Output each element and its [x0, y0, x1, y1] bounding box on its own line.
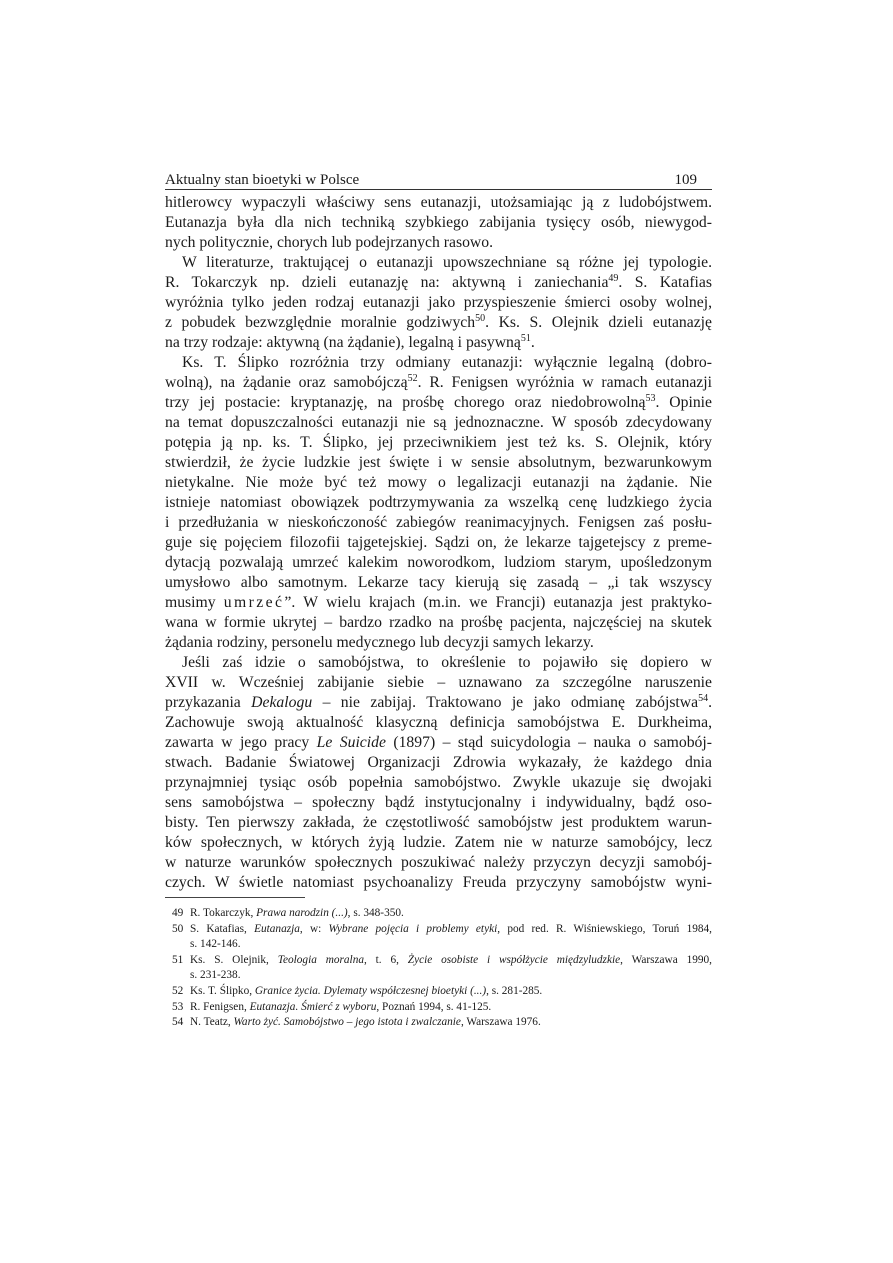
footnote-line — [190, 1015, 712, 1031]
body-text — [165, 193, 712, 893]
footnote — [165, 1015, 712, 1031]
text-run: wolną), na żądanie oraz samobójczą — [165, 374, 408, 391]
text-run: . — [708, 694, 712, 711]
paragraph — [165, 193, 712, 253]
italic-title: Życie osobiste i współżycie międzyludzkie — [407, 953, 621, 966]
text-run: trzy jej postacie: kryptanazję, na prośbę chorego oraz niedobrowolną — [165, 394, 646, 411]
text-run: musimy — [165, 594, 224, 611]
text-run: na temat dopuszczalności eutanazji nie są jednoznaczne. W sposób zdecydowany — [165, 414, 712, 431]
text-run: czych. W świetle natomiast psychoanalizy Freuda przyczyny samobójstw wyni- — [165, 874, 712, 891]
text-line — [165, 813, 712, 833]
text-line — [165, 453, 712, 473]
text-run: sens samobójstwa – społeczny bądź instytucjonalny i indywidualny, bądź oso- — [165, 794, 712, 811]
text-line — [165, 693, 712, 713]
text-line — [165, 513, 712, 533]
text-run: zawarta w jego pracy — [165, 734, 317, 751]
text-run: Zachowuje swoją aktualność klasyczną definicja samobójstwa E. Durkheima, — [165, 714, 712, 731]
text-line — [165, 653, 712, 673]
paragraph — [165, 353, 712, 653]
text-line — [165, 593, 712, 613]
footnote-number: 54 — [172, 1016, 184, 1029]
footnote — [165, 953, 712, 984]
text-line — [165, 493, 712, 513]
italic-title: Teologia moralna — [277, 953, 364, 966]
footnote-line — [190, 984, 712, 1000]
text-run: stwierdził, że życie ludzkie jest święte i w sensie absolutnym, bezwarunkowym — [165, 454, 712, 471]
text-run: s. 142-146. — [190, 938, 241, 951]
text-run: przynajmniej tysiąc osób popełnia samobójstwo. Zwykle ukazuje się dwojaki — [165, 774, 712, 791]
text-run: żądania rodziny, personelu medycznego lub decyzji samych lekarzy. — [165, 634, 594, 651]
text-line — [165, 773, 712, 793]
text-run: wana w formie ukrytej – bardzo rzadko na prośbę pacjenta, najczęściej na skutek — [165, 614, 712, 631]
text-run: Ks. T. Ślipko rozróżnia trzy odmiany eutanazji: wyłącznie legalną (dobro- — [182, 354, 712, 371]
text-line — [165, 293, 712, 313]
text-run: i przedłużania w nieskończoność zabiegów reanimacyjnych. Fenigsen zaś posłu- — [165, 514, 712, 531]
text-run: hitlerowcy wypaczyli właściwy sens eutanazji, utożsamiając ją z ludobójstwem. — [165, 194, 712, 211]
text-run: . Opinie — [655, 394, 712, 411]
text-run: s. 231-238. — [190, 969, 241, 982]
text-run: Ks. T. Ślipko, — [190, 984, 255, 997]
text-line — [165, 673, 712, 693]
text-run: istnieje natomiast obowiązek podtrzymywania za wszelką cenę ludzkiego życia — [165, 494, 712, 511]
text-run: Ks. S. Olejnik, — [190, 953, 278, 966]
footnote-number: 49 — [172, 907, 184, 919]
text-run: . R. Fenigsen wyróżnia w ramach eutanazji — [417, 374, 712, 391]
text-line — [165, 393, 712, 413]
text-run: (1897) – stąd suicydologia – nauka o samobój- — [385, 734, 712, 751]
text-line — [165, 353, 712, 373]
footnote-line — [190, 1000, 712, 1016]
footnote-reference: 53 — [645, 393, 656, 404]
footnote-line — [190, 922, 712, 938]
text-line — [165, 373, 712, 393]
footnote — [165, 922, 712, 953]
text-run: nietykalne. Nie może być też mowy o legalizacji eutanazji na żądanie. Nie — [165, 474, 712, 491]
spaced-emphasis: umrzeć — [223, 594, 285, 611]
footnote-line — [190, 906, 712, 922]
italic-title: Dekalogu — [251, 694, 313, 711]
italic-title: Warto żyć. Samobójstwo – jego istota i zwalczanie — [233, 1016, 461, 1029]
text-run: S. Katafias, — [190, 922, 255, 935]
text-run: wyróżnia tylko jeden rodzaj eutanazji jako przyspieszenie śmierci osoby wolnej, — [165, 294, 712, 311]
text-run: XVII w. Wcześniej zabijanie siebie – uznawano za szczególne naruszenie — [165, 674, 712, 691]
text-run: ków społecznych, w których żyją ludzie. Zatem nie w naturze samobójcy, lecz — [165, 834, 712, 851]
text-line — [165, 633, 712, 653]
text-line — [165, 273, 712, 293]
footnote-reference: 52 — [407, 373, 418, 384]
text-run: . — [530, 334, 535, 351]
text-line — [165, 313, 712, 333]
text-run: Jeśli zaś idzie o samobójstwa, to określenie to pojawiło się dopiero w — [182, 654, 712, 671]
footnote — [165, 984, 712, 1000]
text-line — [165, 853, 712, 873]
footnote-number: 52 — [172, 984, 184, 997]
text-run: , pod red. R. Wiśniewskiego, Toruń 1984, — [497, 922, 712, 935]
text-line — [165, 253, 712, 273]
italic-title: Prawa narodzin (...) — [256, 907, 348, 919]
text-line — [165, 713, 712, 733]
text-run: stwach. Badanie Światowej Organizacji Zdrowia wykazały, że każdego dnia — [165, 754, 712, 771]
text-run: dytacją pozwalają umrzeć kalekim noworodkom, ludziom starym, upośledzonym — [165, 554, 712, 571]
text-line — [165, 833, 712, 853]
paragraph — [165, 253, 712, 353]
text-run: R. Tokarczyk, — [190, 907, 257, 919]
text-line — [165, 793, 712, 813]
italic-title: Wybrane pojęcia i problemy etyki — [328, 922, 498, 935]
text-run: ”. W wielu krajach (m.in. we Francji) eutanazja jest praktyko- — [284, 594, 712, 611]
text-run: w naturze warunków społecznych poszukiwać należy przyczyn decyzji samobój- — [165, 854, 712, 871]
footnote — [165, 1000, 712, 1016]
text-run: , t. 6, — [364, 953, 408, 966]
paragraph — [165, 653, 712, 893]
text-line — [165, 753, 712, 773]
text-line — [165, 473, 712, 493]
text-run: , Warszawa 1990, — [620, 953, 712, 966]
footnote — [165, 906, 712, 922]
footnote-number: 51 — [172, 953, 184, 966]
running-header — [165, 171, 712, 189]
footnote-reference: 54 — [698, 693, 709, 704]
footnote-number: 53 — [172, 1000, 184, 1013]
text-run: , Warszawa 1976. — [460, 1016, 541, 1029]
footnote-separator — [165, 897, 305, 898]
text-line — [165, 873, 712, 893]
text-run: umysłowo albo samotnym. Lekarze tacy kierują się zasadą – „i tak wszyscy — [165, 574, 712, 591]
text-run: nych politycznie, chorych lub podejrzanych rasowo. — [165, 234, 494, 251]
text-run: z pobudek bezwzględnie moralnie godziwych — [165, 314, 476, 331]
footnote-reference: 50 — [475, 313, 486, 324]
text-run: R. Fenigsen, — [190, 1000, 250, 1013]
text-line — [165, 573, 712, 593]
text-line — [165, 553, 712, 573]
footnote-line — [190, 937, 712, 953]
text-run: – nie zabijaj. Traktowano je jako odmianę zabójstwa — [312, 694, 699, 711]
page-number: 109 — [674, 172, 697, 188]
footnote-number: 50 — [172, 922, 184, 935]
text-run: bisty. Ten pierwszy zakłada, że częstotliwość samobójstw jest produktem warun- — [165, 814, 712, 831]
text-run: Eutanazja była dla nich techniką szybkiego zabijania tysięcy osób, niewygod- — [165, 214, 712, 231]
footnote-line — [190, 968, 712, 984]
text-run: R. Tokarczyk np. dzieli eutanazję na: aktywną i zaniechania — [165, 274, 609, 291]
text-run: , w: — [299, 922, 329, 935]
italic-title: Granice życia. Dylematy współczesnej bioetyki (...) — [254, 984, 487, 997]
header-rule — [165, 189, 712, 190]
text-line — [165, 193, 712, 213]
text-line — [165, 433, 712, 453]
text-run: N. Teatz, — [190, 1016, 234, 1029]
text-line — [165, 333, 712, 353]
footnotes — [165, 906, 712, 1031]
text-run: W literaturze, traktującej o eutanazji upowszechniane są różne jej typologie. — [182, 254, 712, 271]
text-run: , Poznań 1994, s. 41-125. — [376, 1000, 492, 1013]
text-line — [165, 733, 712, 753]
italic-title: Eutanazja. Śmierć z wyboru — [249, 1000, 377, 1013]
text-run: . S. Katafias — [618, 274, 712, 291]
footnote-reference: 49 — [608, 273, 619, 284]
text-run: , s. 281-285. — [486, 984, 543, 997]
text-run: . Ks. S. Olejnik dzieli eutanazję — [485, 314, 713, 331]
text-run: przykazania — [165, 694, 252, 711]
text-line — [165, 413, 712, 433]
text-run: potępia ją np. ks. T. Ślipko, jej przeciwnikiem jest też ks. S. Olejnik, który — [165, 434, 712, 451]
italic-title: Eutanazja — [254, 922, 300, 935]
text-run: guje się pojęciem filozofii tajgetejskiej. Sądzi on, że lekarze tajgetejscy z preme- — [165, 534, 712, 551]
italic-title: Le Suicide — [316, 734, 386, 751]
text-run: , s. 348-350. — [347, 907, 404, 919]
footnote-line — [190, 953, 712, 969]
text-line — [165, 213, 712, 233]
text-line — [165, 613, 712, 633]
text-run: na trzy rodzaje: aktywną (na żądanie), legalną i pasywną — [165, 334, 521, 351]
footnote-reference: 51 — [520, 333, 531, 344]
running-header-title: Aktualny stan bioetyki w Polsce — [165, 172, 360, 188]
text-line — [165, 533, 712, 553]
text-line — [165, 233, 712, 253]
